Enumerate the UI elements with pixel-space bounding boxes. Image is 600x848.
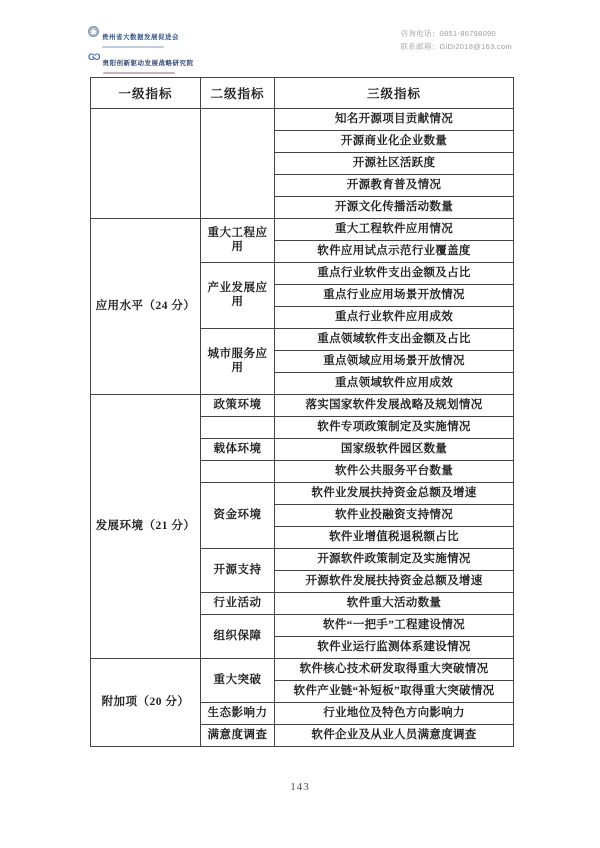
level2-cell bbox=[201, 417, 275, 439]
level1-cell: 发展环境（21 分） bbox=[91, 395, 201, 659]
level3-cell: 行业地位及特色方向影响力 bbox=[275, 703, 514, 725]
gidi-logo-text bbox=[103, 52, 194, 74]
table-row bbox=[91, 395, 514, 417]
indicator-table bbox=[90, 77, 514, 747]
level3-cell: 重点行业软件应用成效 bbox=[275, 307, 514, 329]
level3-cell: 软件应用试点示范行业覆盖度 bbox=[275, 241, 514, 263]
level2-cell: 重大工程应用 bbox=[201, 219, 275, 263]
level3-cell: 重大工程软件应用情况 bbox=[275, 219, 514, 241]
level3-cell: 软件企业及从业人员满意度调查 bbox=[275, 725, 514, 747]
level3-cell: 开源社区活跃度 bbox=[275, 153, 514, 175]
level3-cell: 软件核心技术研发取得重大突破情况 bbox=[275, 659, 514, 681]
association-emblem-icon bbox=[88, 26, 99, 37]
contact-email-line bbox=[401, 40, 512, 53]
level2-cell: 行业活动 bbox=[201, 593, 275, 615]
level3-cell: 软件产业链“补短板”取得重大突破情况 bbox=[275, 681, 514, 703]
association-logo-subtitle-bar bbox=[102, 46, 164, 48]
gidi-logo-label: 贵阳创新驱动发展战略研究院 bbox=[102, 60, 194, 67]
association-logo-text bbox=[102, 26, 179, 48]
level1-cell bbox=[91, 109, 201, 219]
level3-cell: 软件业投融资支持情况 bbox=[275, 505, 514, 527]
contact-phone-line bbox=[401, 27, 512, 40]
level3-cell: 开源软件发展扶持资金总额及增速 bbox=[275, 571, 514, 593]
level3-cell: 软件业运行监测体系建设情况 bbox=[275, 637, 514, 659]
table-row bbox=[91, 659, 514, 681]
level3-cell: 重点领域软件应用成效 bbox=[275, 373, 514, 395]
contact-info bbox=[401, 27, 512, 53]
level2-cell: 重大突破 bbox=[201, 659, 275, 703]
level3-cell: 软件公共服务平台数量 bbox=[275, 461, 514, 483]
table-header-row bbox=[91, 78, 514, 109]
level3-cell: 开源软件政策制定及实施情况 bbox=[275, 549, 514, 571]
level3-cell: 开源文化传播活动数量 bbox=[275, 197, 514, 219]
level3-cell: 开源商业化企业数量 bbox=[275, 131, 514, 153]
level2-cell: 政策环境 bbox=[201, 395, 275, 417]
level3-cell: 知名开源项目贡献情况 bbox=[275, 109, 514, 131]
level3-cell: 软件业增值税退税额占比 bbox=[275, 527, 514, 549]
level3-cell: 国家级软件园区数量 bbox=[275, 439, 514, 461]
association-logo-label: 贵州省大数据发展促进会 bbox=[102, 34, 179, 41]
gidi-logo-icon: GƆ bbox=[88, 52, 100, 62]
level3-cell: 重点行业应用场景开放情况 bbox=[275, 285, 514, 307]
gidi-logo bbox=[88, 52, 194, 74]
level3-cell: 软件专项政策制定及实施情况 bbox=[275, 417, 514, 439]
level2-cell: 组织保障 bbox=[201, 615, 275, 659]
level2-cell: 满意度调查 bbox=[201, 725, 275, 747]
level2-cell: 开源支持 bbox=[201, 549, 275, 593]
contact-email-label: 联系邮箱： bbox=[400, 42, 440, 51]
table-row bbox=[91, 109, 514, 131]
table-row bbox=[91, 219, 514, 241]
level3-cell: 重点行业软件支出金额及占比 bbox=[275, 263, 514, 285]
level3-cell: 重点领域应用场景开放情况 bbox=[275, 351, 514, 373]
level2-cell: 资金环境 bbox=[201, 483, 275, 549]
header-logos bbox=[88, 26, 194, 78]
level2-cell: 城市服务应用 bbox=[201, 329, 275, 395]
level2-cell: 载体环境 bbox=[201, 439, 275, 461]
contact-email-value: GiDi2018@163.com bbox=[439, 42, 512, 51]
level2-cell: 生态影响力 bbox=[201, 703, 275, 725]
level1-cell: 附加项（20 分） bbox=[91, 659, 201, 747]
level3-cell: 软件业发展扶持资金总额及增速 bbox=[275, 483, 514, 505]
level1-cell: 应用水平（24 分） bbox=[91, 219, 201, 395]
gidi-logo-subtitle-bar bbox=[103, 72, 175, 74]
level3-cell: 软件“一把手”工程建设情况 bbox=[275, 615, 514, 637]
page-number: 143 bbox=[290, 781, 310, 793]
level3-cell: 软件重大活动数量 bbox=[275, 593, 514, 615]
header-cell-level3: 三级指标 bbox=[275, 78, 514, 109]
association-logo bbox=[88, 26, 194, 48]
level3-cell: 开源教育普及情况 bbox=[275, 175, 514, 197]
header-cell-level1: 一级指标 bbox=[91, 78, 201, 109]
contact-phone-label: 咨询电话： bbox=[400, 29, 440, 38]
level3-cell: 重点领域软件支出金额及占比 bbox=[275, 329, 514, 351]
contact-phone-value: 0851-86798090 bbox=[439, 29, 496, 38]
level2-cell: 产业发展应用 bbox=[201, 263, 275, 329]
header-cell-level2: 二级指标 bbox=[201, 78, 275, 109]
level2-cell bbox=[201, 109, 275, 219]
level2-cell bbox=[201, 461, 275, 483]
level3-cell: 落实国家软件发展战略及规划情况 bbox=[275, 395, 514, 417]
